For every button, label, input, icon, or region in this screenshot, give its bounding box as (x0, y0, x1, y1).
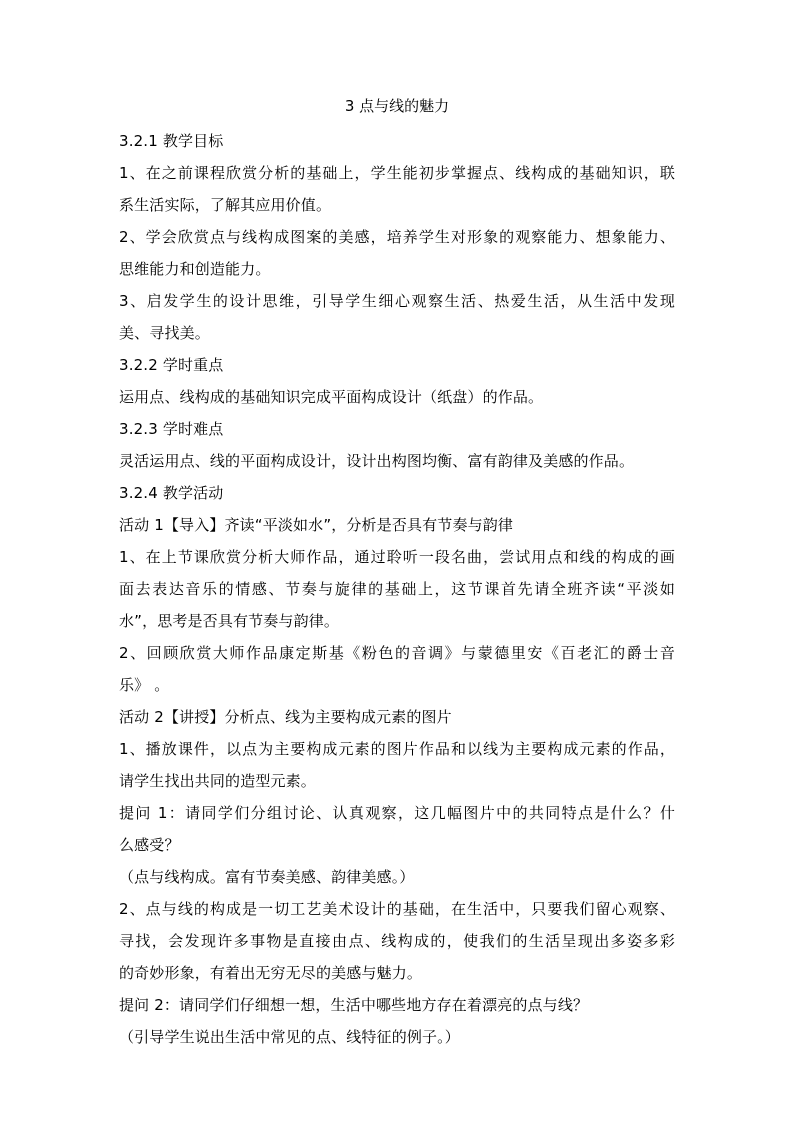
text-line: 乐》 。 (119, 676, 170, 694)
text-line: 3.2.4 教学活动 (119, 484, 224, 502)
text-line: 1、在上节课欣赏分析大师作品，通过聆听一段名曲，尝试用点和线的构成的画 (119, 548, 675, 566)
document-title: 3 点与线的魅力 (344, 97, 450, 115)
text-line: 2、回顾欣赏大师作品康定斯基《粉色的音调》与蒙德里安《百老汇的爵士音 (119, 644, 675, 662)
text-line: 面去表达音乐的情感、节奏与旋律的基础上，这节课首先请全班齐读“平淡如 (119, 580, 675, 598)
text-line: 活动 1【导入】齐读“平淡如水”，分析是否具有节奏与韵律 (119, 516, 514, 534)
text-line: 美、寻找美。 (119, 324, 210, 342)
document-paragraphs (119, 125, 675, 1053)
text-line: 运用点、线构成的基础知识完成平面构成设计（纸盘）的作品。 (119, 388, 544, 406)
document-body (119, 95, 675, 1053)
text-line: 寻找，会发现许多事物是直接由点、线构成的，使我们的生活呈现出多姿多彩 (119, 932, 675, 950)
text-line: 3.2.2 学时重点 (119, 356, 224, 374)
text-line: 么感受？ (119, 836, 180, 854)
text-line: 请学生找出共同的造型元素。 (119, 772, 316, 790)
text-line: 2、点与线的构成是一切工艺美术设计的基础，在生活中，只要我们留心观察、 (119, 900, 675, 918)
text-line: 1、在之前课程欣赏分析的基础上，学生能初步掌握点、线构成的基础知识，联 (119, 164, 675, 182)
text-line: 提问 1：请同学们分组讨论、认真观察，这几幅图片中的共同特点是什么？什 (119, 804, 675, 822)
text-line: 的奇妙形象，有着出无穷无尽的美感与魅力。 (119, 964, 423, 982)
text-line: 水”，思考是否具有节奏与韵律。 (119, 612, 340, 630)
text-line: 灵活运用点、线的平面构成设计，设计出构图均衡、富有韵律及美感的作品。 (119, 452, 635, 470)
text-line: （点与线构成。富有节奏美感、韵律美感。） (119, 868, 415, 886)
text-line: 系生活实际，了解其应用价值。 (119, 196, 332, 214)
text-line: 思维能力和创造能力。 (119, 260, 271, 278)
text-line: 提问 2：请同学们仔细想一想，生活中哪些地方存在着漂亮的点与线？ (119, 996, 589, 1014)
text-line: 3.2.1 教学目标 (119, 132, 224, 150)
text-line: 活动 2【讲授】分析点、线为主要构成元素的图片 (119, 708, 452, 726)
text-line: （引导学生说出生活中常见的点、线特征的例子。） (119, 1028, 460, 1046)
text-line: 2、学会欣赏点与线构成图案的美感，培养学生对形象的观察能力、想象能力、 (119, 228, 675, 246)
text-line: 3.2.3 学时难点 (119, 420, 224, 438)
text-line: 3、启发学生的设计思维，引导学生细心观察生活、热爱生活，从生活中发现 (119, 292, 675, 310)
text-line: 1、播放课件，以点为主要构成元素的图片作品和以线为主要构成元素的作品， (119, 740, 675, 758)
